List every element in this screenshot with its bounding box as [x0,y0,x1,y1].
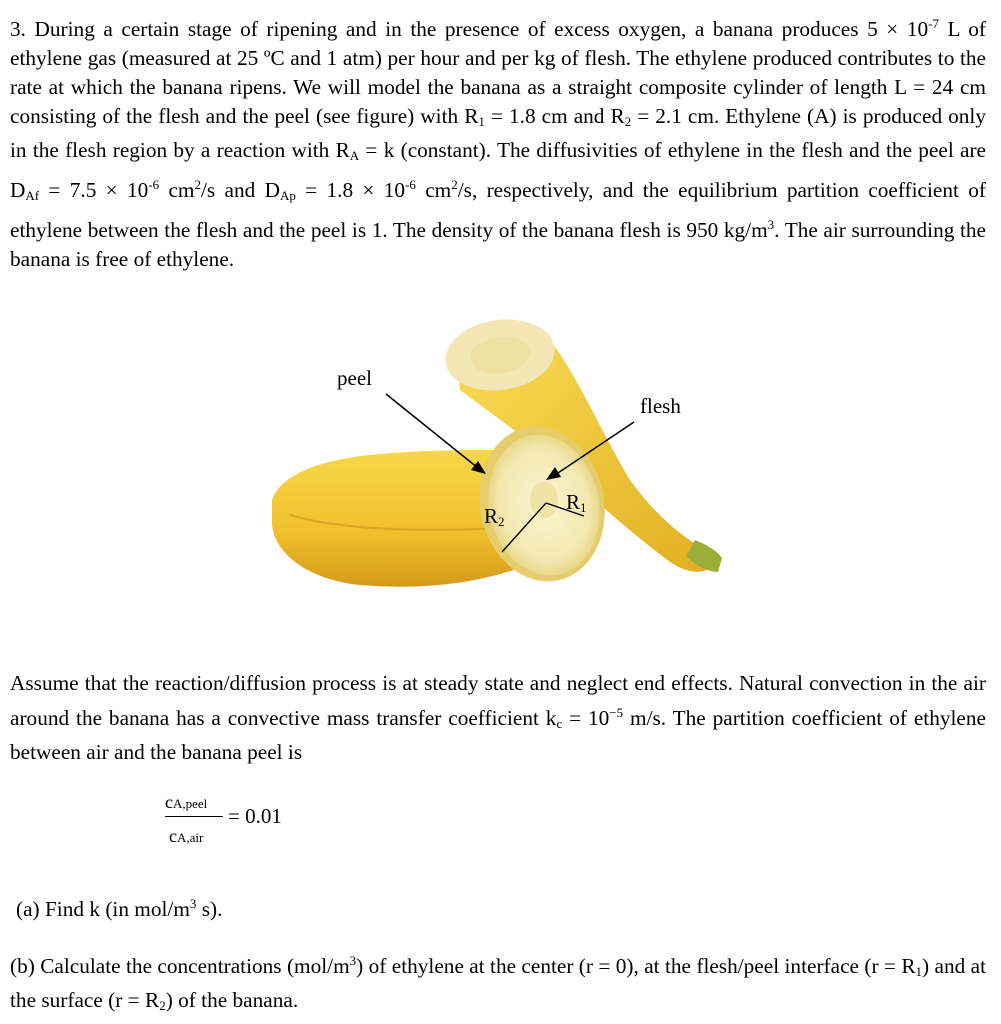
label-flesh: flesh [640,394,681,418]
problem-number: 3. [10,17,26,41]
banana-figure [250,300,750,620]
fraction-denominator: cA,air [169,826,204,846]
question-b: (b) Calculate the concentrations $(mol/m^3)$ of ethylene at the center (r = 0), at the flesh/peel interface $(r = R_1)$ and at the surface $(r = R_2)$ of the banana. [10,953,986,1013]
problem-statement: 3. During a certain stage of ripening and in the presence of excess oxygen, a banana produces $5 \times 10^{-7}$ L of ethylene gas (measured at 25 ºC and 1 atm) per hour and per kg of flesh. The ethylene produced contributes to the rate at which the banana ripens. We will model the banana as a straight composite cylinder of length L = 24 cm consisting of the flesh and the peel (see figure) with $R_1 = 1.8$ cm and $R_2 = 2.1$ cm. Ethylene (A) is produced only in the flesh region by a reaction with $R_A = k$ (constant). The diffusivities of ethylene in the flesh and the peel are $D_{Af} = 7.5 \times 10^{-6}$ $cm^2/s$ and $D_{Ap} = 1.8 \times 10^{-6}$ $cm^2/s$, respectively, and the equilibrium partition coefficient of ethylene between the flesh and the peel is 1. The density of the banana flesh is 950 $kg/m^3$. The air surrounding the banana is free of ethylene. [10,16,987,271]
fraction-bar [165,816,223,817]
question-a: (a) Find k (in mol/$m^3$ s). [16,896,223,921]
label-r1: $R_1$ [566,490,587,515]
label-r2: $R_2$ [484,504,505,529]
assumption-paragraph: Assume that the reaction/diffusion process is at steady state and neglect end effects. Natural convection in the air around the banana has a convective mass transfer coefficient $k_c = 10^{-5}$ m/s. The partition coefficient of ethylene between air and the banana peel is [10,671,986,764]
partition-equation [165,792,365,862]
flesh-core [530,482,558,518]
equation-rhs: = 0.01 [228,804,282,828]
banana-illustration [250,300,750,620]
fraction-numerator: cA,peel [165,792,208,812]
label-peel: peel [337,366,372,390]
